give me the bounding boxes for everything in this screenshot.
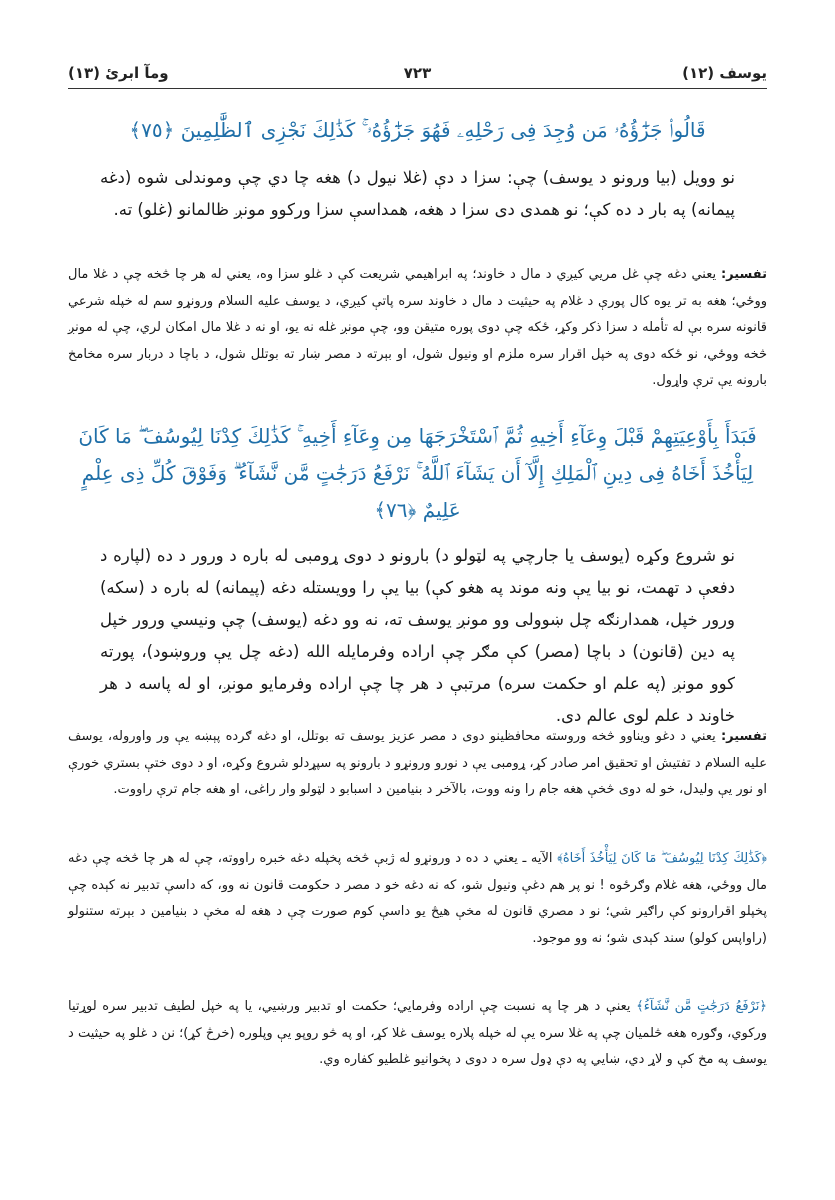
tafsir-note-1 [68, 846, 767, 952]
quran-verse-76: فَبَدَأَ بِأَوْعِيَتِهِمْ قَبْلَ وِعَآءِ أَخِيهِ ثُمَّ ٱسْتَخْرَجَهَا مِن وِعَآءِ أَخِيهِ ۚ كَذَٰلِكَ كِدْنَا لِيُوسُفَ ۖ مَا كَانَ لِيَأْخُذَ أَخَاهُ فِى دِينِ ٱلْمَلِكِ إِلَّآ أَن يَشَآءَ ٱللَّهُ ۚ نَرْفَعُ دَرَجَٰتٍ مَّن نَّشَآءُ ۗ وَفَوْقَ كُلِّ ذِى عِلْمٍ عَلِيمٌ ﴿٧٦﴾ [78, 424, 757, 522]
quoted-verse: ﴿كَذَٰلِكَ كِدْنَا لِيُوسُفَ ۖ مَا كَانَ لِيَأْخُذَ أَخَاهُ﴾ [557, 851, 768, 866]
note-lead: الآيه ـ [522, 851, 553, 866]
translation-verse-76: نو شروع وكړه (يوسف يا جارچي په لټولو د) بارونو د دوى ړومبى له باره د ورور د ده (لپاره د دفعې د تهمت، نو بيا يې ونه موند په هغو كې) بيا يې را وويستله دغه (پيمانه) له باره د (سكه) ورور خپل، همدارنګه چل ښوولى وو مونږ يوسف ته، نه وو دغه (يوسف) چې ونيسي ورور خپل په دين (قانون) د باچا (مصر) كې مګر چې اراده وفرمايله الله (دغه چل يې وروښود)، پورته كوو مونږ (په علم او حكمت سره) مرتبې د هر چا چې اراده وفرمايو مونږ، او له پاسه د هر خاوند د علم لوى عالم دى. [100, 546, 735, 725]
tafsir-label: تفسير: [720, 267, 767, 282]
header-divider [68, 88, 767, 89]
page-header [68, 64, 767, 86]
tafsir-note-2 [68, 994, 767, 1074]
tafsir-label: تفسير: [720, 729, 767, 744]
quoted-verse: ﴿نَرْفَعُ دَرَجَٰتٍ مَّن نَّشَآءُ﴾ [636, 999, 767, 1014]
translation-verse-75: نو وويل (بيا ورونو د يوسف) چې: سزا د دې (غلا نيول د) هغه چا دي چې وموندلى شوه (دغه پيمانه) په بار د ده كې؛ نو همدى دى سزا د هغه، همداسې سزا وركوو مونږ ظالمانو (غلو) ته. [100, 168, 735, 219]
juz-name: ومآ ابرئ (١٣) [68, 64, 169, 82]
tafsir-text: يعني دغه چې غل مريي كيږي د مال د خاوند؛ په ابراهيمي شريعت كې د غلو سزا وه، يعني له هر چا څخه چې د غلا مال ووځي؛ هغه به تر يوه كال پورې د غلام په حيثيت د مال د خاوند سره پاتې كيږي، د يوسف عليه السلام ورونړو سم له خپله شرعي قانونه سره بې له تأمله د سزا ذكر وكړ، ځكه چې دوى پوره متيقن وو، چې مونږ غله نه يو، او نه د غلا مال امكان لري، چې له مونږ څخه ووځي، نو ځكه دوى په خپل اقرار سره ملزم او ونيول شول، او بېرته د مصر ښار ته بوتلل شول، د باچا د دربار سره مخامخ بارونه يې ترې واړول. [68, 267, 767, 388]
surah-name: يوسف (١٢) [682, 64, 767, 82]
quran-verse-75: قَالُوا۟ جَزَٰٓؤُهُۥ مَن وُجِدَ فِى رَحْلِهِۦ فَهُوَ جَزَٰٓؤُهُۥ ۚ كَذَٰلِكَ نَجْزِى ٱلظَّٰلِمِينَ ﴿٧٥﴾ [129, 118, 706, 142]
page-number: ٧٢٣ [403, 64, 432, 82]
note-text: يعني د ده د ورونړو له ژبې څخه پخپله دغه خبره راووته، چې له هر چا څخه چې دغه مال ووځي، هغه غلام وګرځوه ! نو پر هم دغې ونيول شو، كه نه دغه خو د مصر د حكومت قانون نه وو، كه داسې تدبير نه كېده چې پخپلو اقرارونو كې راګير شي؛ نو د مصري قانون له مخې هيڅ يو داسې كوم صورت چې د هغه له مخې د بنيامين د بېرته ستنولو (راواپس كولو) سند كېدى شو؛ نه وو موجود. [68, 851, 767, 946]
tafsir-verse-76 [68, 724, 767, 804]
note-text: يعنې د هر چا په نسبت چې اراده وفرمايي؛ حكمت او تدبير ورښيي، يا په خپل لطيف تدبير سره لوړتيا وركوي، وګوره هغه څلميان چې په غلا سره يې له خپله پلاره يوسف غلا كړ، او په څو روپو يې وپلوره (خرڅ كړ)؛ نن د غلو په حيثيت د يوسف په مخ كې و لاړ دي، ښايي په دې ډول سره د دوى د پخوانيو غلطيو كفاره وي. [68, 999, 767, 1067]
tafsir-verse-75 [68, 262, 767, 395]
tafsir-text: يعني د دغو ويناوو څخه وروسته محافظينو دوى د مصر عزيز يوسف ته بوتلل، او دغه ګرده پېښه يې ور واوروله، يوسف عليه السلام د تفتيش او تحقيق امر صادر كړ، ړومبى يې د نورو ورونړو د بارونو په سپړدلو شروع وكړه، او د دوى ختې بستري خورې او نور يې وليدل، خو له دوى څخې هغه جام را ونه ووت، بالآخر د بنيامين د اسبابو د لټولو وار راغى، او هغه جام ترې راووت. [68, 729, 767, 797]
